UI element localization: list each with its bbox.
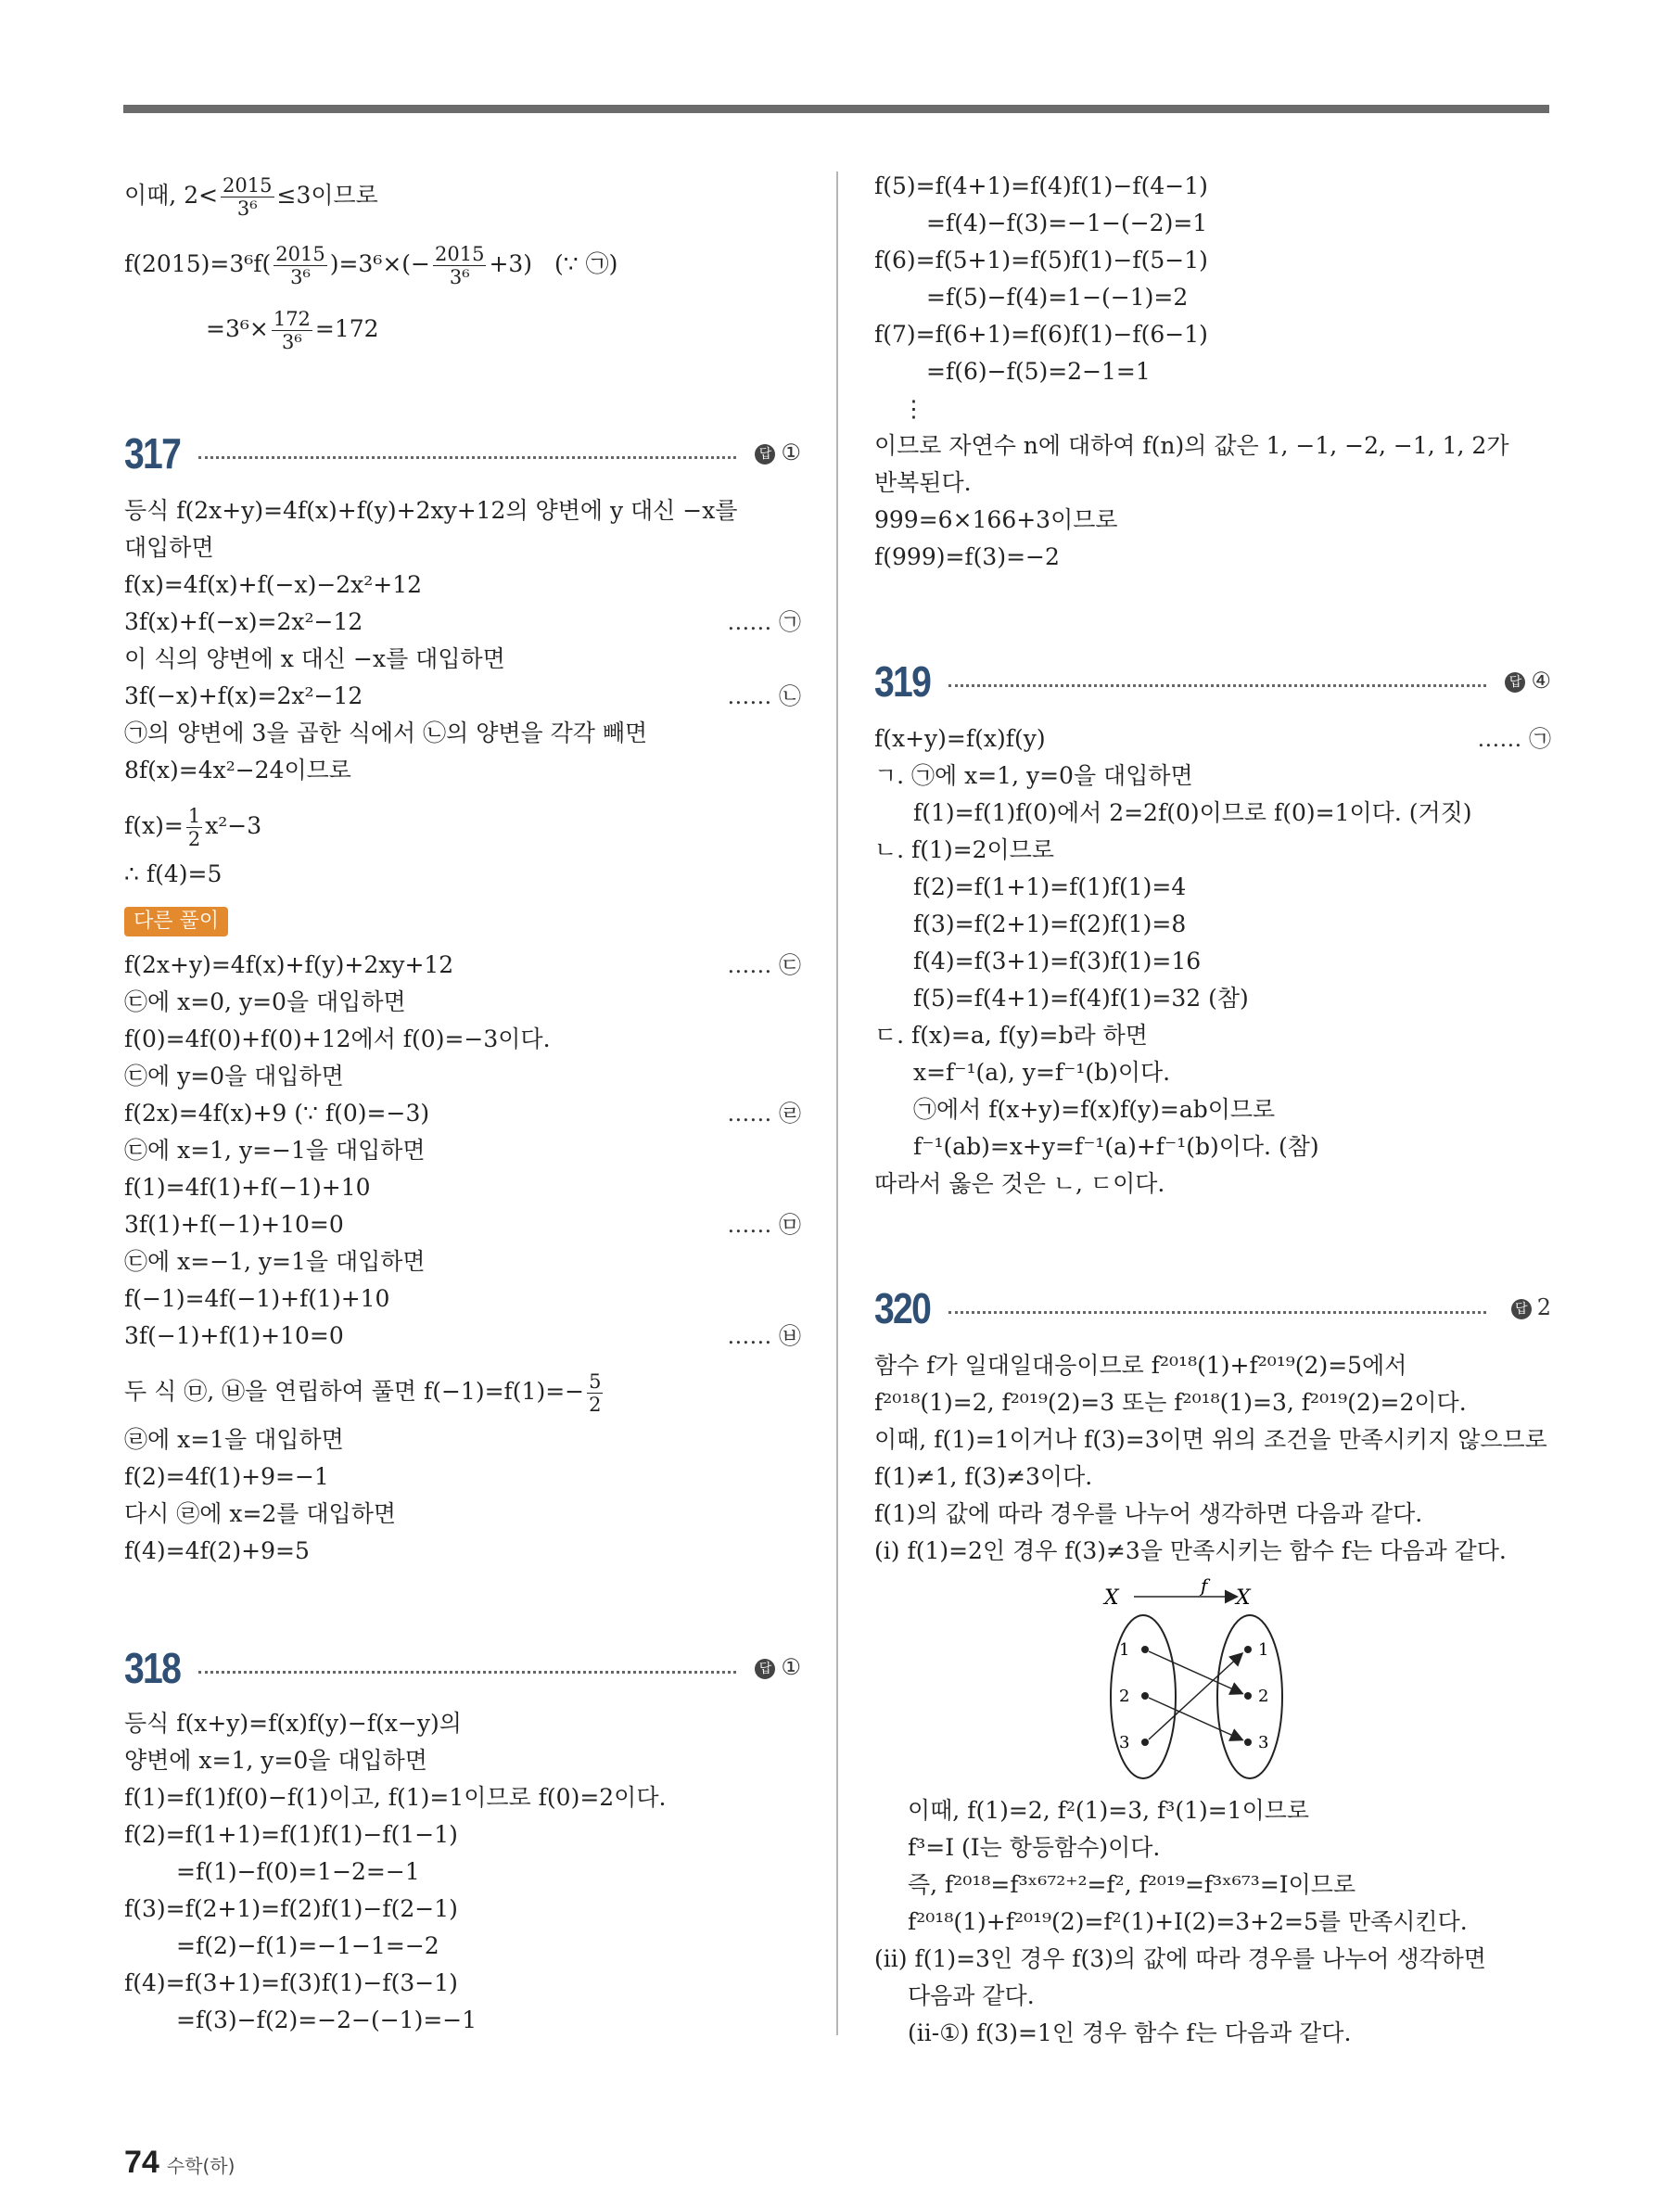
text-line: =f(3)−f(2)=−2−(−1)=−1	[176, 2006, 477, 2033]
text-line: ㉠에서 f(x+y)=f(x)f(y)=ab이므로	[913, 1096, 1276, 1123]
column-divider	[836, 172, 838, 2035]
domain-point	[1141, 1692, 1149, 1700]
text-line: f(1)≠1, f(3)≠3이다.	[874, 1463, 1093, 1490]
problem-number: 319	[874, 657, 931, 706]
text-line: 이므로 자연수 n에 대하여 f(n)의 값은 1, −1, −2, −1, 1, 2가	[874, 432, 1509, 459]
text-line: 등식 f(2x+y)=4f(x)+f(y)+2xy+12의 양변에 y 대신 −x를	[124, 497, 738, 524]
map-label: f	[1201, 1576, 1208, 1597]
text-line: 3f(−x)+f(x)=2x²−12 …… ㉡	[124, 681, 801, 712]
codomain-element: 3	[1258, 1733, 1269, 1752]
text-line: =f(1)−f(0)=1−2=−1	[176, 1858, 420, 1885]
text-line: =f(5)−f(4)=1−(−1)=2	[926, 284, 1189, 311]
text-line: f²⁰¹⁸(1)+f²⁰¹⁹(2)=f²(1)+I(2)=3+2=5를 만족시킨다.	[908, 1908, 1468, 1935]
equation-tag: …… ㉤	[727, 1212, 801, 1238]
page-number: 74	[124, 2145, 159, 2180]
formula-line: 두 식 ㉤, ㉥을 연립하여 풀면 f(−1)=f(1)=− $\frac{5}{2}$	[124, 1370, 602, 1416]
text-line: f³=I (I는 항등함수)이다.	[908, 1834, 1161, 1861]
text-line: 이 식의 양변에 x 대신 −x를 대입하면	[124, 645, 505, 672]
leader-dots	[198, 456, 736, 459]
mapping-arrow	[1149, 1654, 1241, 1739]
text-line: f(4)=f(3+1)=f(3)f(1)−f(3−1)	[124, 1969, 458, 1996]
formula-line: f(x)= $\frac{1}{2}$ x²−3	[124, 805, 262, 850]
fraction: $\frac{2015}{\text{3⁶}}$	[275, 243, 325, 288]
codomain-point	[1244, 1739, 1252, 1746]
problem-number: 317	[124, 429, 181, 478]
text-line: ㉢에 y=0을 대입하면	[124, 1063, 344, 1089]
text-line: 다시 ㉣에 x=2를 대입하면	[124, 1500, 396, 1527]
text-line: x=f⁻¹(a), y=f⁻¹(b)이다.	[913, 1059, 1171, 1086]
domain-element: 2	[1119, 1687, 1130, 1706]
text-line: f(2)=4f(1)+9=−1	[124, 1463, 329, 1490]
text-line: f(3)=f(2+1)=f(2)f(1)=8	[913, 911, 1187, 937]
text-line: ㉠의 양변에 3을 곱한 식에서 ㉡의 양변을 각각 빼면	[124, 720, 648, 746]
text-line: 함수 f가 일대일대응이므로 f²⁰¹⁸(1)+f²⁰¹⁹(2)=5에서	[874, 1352, 1407, 1379]
text-line: (ii) f(1)=3인 경우 f(3)의 값에 따라 경우를 나누어 생각하면	[874, 1945, 1486, 1972]
formula-line: =3⁶× $\frac{172}{\text{3⁶}}$ =172	[206, 308, 379, 353]
text-line: ㄴ. f(1)=2이므로	[874, 836, 1055, 863]
text-line: f(4)=4f(2)+9=5	[124, 1537, 310, 1564]
equation-tag: …… ㉠	[1477, 726, 1551, 752]
equation-tag: …… ㉣	[727, 1101, 801, 1127]
domain-element: 3	[1119, 1733, 1130, 1752]
text-line: f(2x)=4f(x)+9 (∵ f(0)=−3) …… ㉣	[124, 1098, 801, 1129]
text-line: 3f(x)+f(−x)=2x²−12 …… ㉠	[124, 606, 801, 638]
top-rule	[123, 105, 1549, 113]
equation-tag: …… ㉢	[727, 952, 801, 978]
text-line: 3f(1)+f(−1)+10=0 …… ㉤	[124, 1209, 801, 1241]
codomain-point	[1244, 1646, 1252, 1653]
codomain-label: X	[1236, 1586, 1251, 1610]
text-line: 다음과 같다.	[908, 1982, 1035, 2009]
text-line: f(2)=f(1+1)=f(1)f(1)−f(1−1)	[124, 1821, 458, 1848]
text-line: (ii-①) f(3)=1인 경우 함수 f는 다음과 같다.	[908, 2019, 1352, 2046]
text-line: 등식 f(x+y)=f(x)f(y)−f(x−y)의	[124, 1710, 462, 1737]
text-line: f(−1)=4f(−1)+f(1)+10	[124, 1285, 390, 1312]
leader-dots	[948, 1311, 1486, 1314]
mapping-arrow	[1149, 1698, 1241, 1739]
text-line: f(4)=f(3+1)=f(3)f(1)=16	[913, 948, 1202, 974]
answer-badge-icon: 답	[755, 1659, 775, 1679]
text-line: ㉢에 x=0, y=0을 대입하면	[124, 988, 406, 1015]
problem-header-320	[874, 1283, 1551, 1331]
text-line: f(7)=f(6+1)=f(6)f(1)−f(6−1)	[874, 321, 1208, 348]
codomain-point	[1244, 1692, 1252, 1700]
text-line: f(2)=f(1+1)=f(1)f(1)=4	[913, 873, 1187, 900]
text-line: =f(2)−f(1)=−1−1=−2	[176, 1932, 439, 1959]
equation-tag: …… ㉡	[727, 683, 801, 709]
text-line: f(1)=f(1)f(0)−f(1)이고, f(1)=1이므로 f(0)=2이다.	[124, 1784, 667, 1811]
equation-tag: …… ㉠	[727, 609, 801, 635]
text-line: f(0)=4f(0)+f(0)+12에서 f(0)=−3이다.	[124, 1025, 551, 1052]
fraction: $\frac{172}{\text{3⁶}}$	[273, 308, 311, 353]
text-line: ㉢에 x=1, y=−1을 대입하면	[124, 1137, 426, 1164]
text-line: 999=6×166+3이므로	[874, 506, 1118, 533]
domain-point	[1141, 1646, 1149, 1653]
text-line: 8f(x)=4x²−24이므로	[124, 757, 351, 783]
text-line: 이때, f(1)=1이거나 f(3)=3이면 위의 조건을 만족시키지 않으므로	[874, 1426, 1547, 1453]
problem-header-319	[874, 656, 1551, 705]
text-line: f(1)=f(1)f(0)에서 2=2f(0)이므로 f(0)=1이다. (거짓)	[913, 799, 1472, 826]
mapping-arrow	[1149, 1651, 1241, 1693]
answer: 답 ①	[755, 1654, 801, 1680]
text-line: f(6)=f(5+1)=f(5)f(1)−f(5−1)	[874, 247, 1208, 274]
fraction: $\frac{5}{2}$	[589, 1370, 602, 1416]
formula-line: 이때, 2< $\frac{2015}{\text{3⁶}}$ ≤3이므로	[124, 174, 378, 220]
domain-point	[1141, 1739, 1149, 1746]
alt-solution-badge: 다른 풀이	[124, 907, 228, 936]
fraction: $\frac{2015}{\text{3⁶}}$	[223, 174, 273, 220]
text-line: =f(6)−f(5)=2−1=1	[926, 358, 1151, 385]
problem-header-318	[124, 1643, 801, 1691]
text-line: ㉢에 x=−1, y=1을 대입하면	[124, 1248, 426, 1275]
formula-line: f(2015)=3⁶f( $\frac{2015}{\text{3⁶}}$ )=3⁶×(− $\frac{2015}{\text{3⁶}}$ +3) (∵ ㉠)	[124, 243, 618, 288]
problem-number: 318	[124, 1644, 181, 1692]
text-line: 따라서 옳은 것은 ㄴ, ㄷ이다.	[874, 1170, 1165, 1197]
answer: 답 2	[1511, 1294, 1551, 1320]
text-line: ⋮	[902, 395, 925, 422]
domain-label: X	[1104, 1586, 1119, 1610]
text-line: 즉, f²⁰¹⁸=f³ˣ⁶⁷²⁺²=f², f²⁰¹⁹=f³ˣ⁶⁷³=I이므로	[908, 1871, 1356, 1898]
text-line: (i) f(1)=2인 경우 f(3)≠3을 만족시키는 함수 f는 다음과 같다.	[874, 1537, 1507, 1564]
book-title: 수학(하)	[166, 2155, 235, 2177]
answer-badge-icon: 답	[1505, 672, 1525, 693]
text-line: 이때, f(1)=2, f²(1)=3, f³(1)=1이므로	[908, 1797, 1310, 1824]
text-line: 3f(−1)+f(1)+10=0 …… ㉥	[124, 1320, 801, 1352]
text-line: f(999)=f(3)=−2	[874, 543, 1060, 570]
text-line: ㉣에 x=1을 대입하면	[124, 1426, 344, 1453]
text-line: f(5)=f(4+1)=f(4)f(1)−f(4−1)	[874, 172, 1208, 199]
answer-badge-icon: 답	[1511, 1299, 1532, 1319]
leader-dots	[948, 684, 1486, 687]
answer-badge-icon: 답	[755, 444, 775, 465]
text-line: f(x)=4f(x)+f(−x)−2x²+12	[124, 571, 423, 598]
text-line: f(x+y)=f(x)f(y) …… ㉠	[874, 723, 1551, 755]
equation-tag: …… ㉥	[727, 1323, 801, 1349]
text-line: 양변에 x=1, y=0을 대입하면	[124, 1747, 427, 1774]
codomain-element: 2	[1258, 1687, 1269, 1706]
text-line: f²⁰¹⁸(1)=2, f²⁰¹⁹(2)=3 또는 f²⁰¹⁸(1)=3, f²⁰¹⁹(2)=2이다.	[874, 1389, 1467, 1416]
fraction: $\frac{1}{2}$	[187, 805, 201, 850]
text-line: ∴ f(4)=5	[124, 860, 223, 887]
text-line: f(3)=f(2+1)=f(2)f(1)−f(2−1)	[124, 1895, 458, 1922]
problem-number: 320	[874, 1284, 931, 1332]
domain-element: 1	[1119, 1640, 1130, 1660]
mapping-diagram	[1097, 1576, 1301, 1780]
problem-header-317	[124, 428, 801, 477]
text-line: f⁻¹(ab)=x+y=f⁻¹(a)+f⁻¹(b)이다. (참)	[913, 1133, 1319, 1160]
text-line: f(1)의 값에 따라 경우를 나누어 생각하면 다음과 같다.	[874, 1500, 1423, 1527]
text-line: f(2x+y)=4f(x)+f(y)+2xy+12 …… ㉢	[124, 949, 801, 981]
text-line: f(1)=4f(1)+f(−1)+10	[124, 1174, 371, 1201]
answer: 답 ④	[1505, 668, 1551, 694]
text-line: f(5)=f(4+1)=f(4)f(1)=32 (참)	[913, 985, 1249, 1012]
leader-dots	[198, 1671, 736, 1674]
fraction: $\frac{2015}{\text{3⁶}}$	[435, 243, 485, 288]
text-line: 대입하면	[124, 534, 214, 561]
text-line: ㄷ. f(x)=a, f(y)=b라 하면	[874, 1022, 1148, 1049]
answer: 답 ①	[755, 439, 801, 465]
text-line: 반복된다.	[874, 469, 972, 496]
codomain-element: 1	[1258, 1640, 1269, 1660]
page-footer	[124, 2145, 235, 2181]
text-line: =f(4)−f(3)=−1−(−2)=1	[926, 210, 1208, 236]
text-line: ㄱ. ㉠에 x=1, y=0을 대입하면	[874, 762, 1193, 789]
